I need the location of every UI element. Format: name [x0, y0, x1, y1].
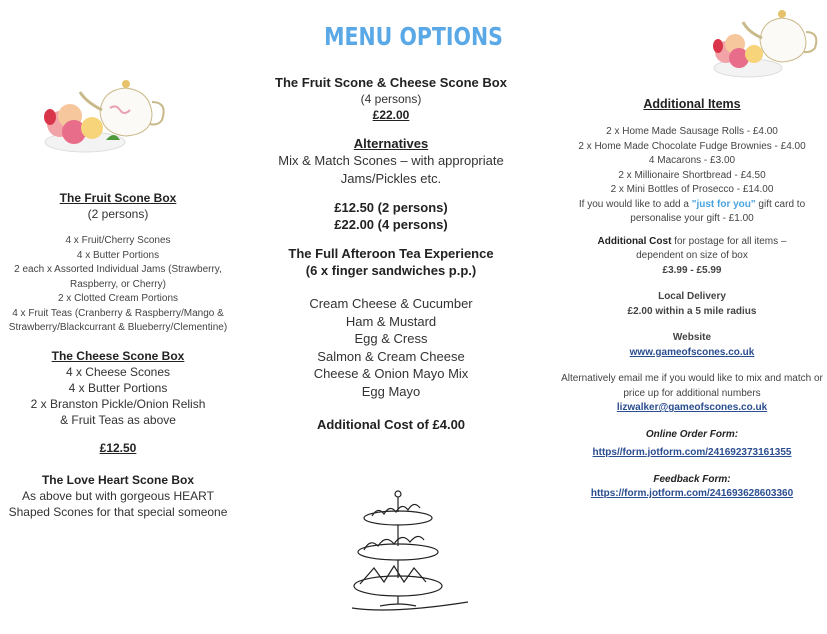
fruit-box-item: 2 x Clotted Cream Portions: [57, 293, 179, 304]
cheese-box-heading: The Cheese Scone Box: [51, 348, 185, 363]
cheese-box-item: 4 x Cheese Scones: [65, 364, 171, 379]
teapot-macarons-illustration-left: [40, 72, 180, 162]
column-left: [0, 190, 236, 520]
combo-heading: The Fruit Scone & Cheese Scone Box: [275, 75, 507, 90]
fruit-box-heading: The Fruit Scone Box: [59, 191, 177, 205]
postage-rest: for postage for all items – dependent on size of box: [636, 235, 787, 261]
additional-item: 2 x Home Made Sausage Rolls - £4.00: [606, 126, 778, 137]
sandwich-item: Cream Cheese & Cucumber: [309, 296, 473, 311]
alternatives-text: Mix & Match Scones – with appropriate Jams/Pickles etc.: [278, 153, 504, 186]
sandwich-item: Cheese & Onion Mayo Mix: [313, 366, 469, 381]
sandwich-item: Ham & Mustard: [345, 313, 437, 329]
additional-item: 2 x Home Made Chocolate Fudge Brownies - £4.00: [578, 140, 806, 152]
order-form-heading: Online Order Form:: [645, 428, 739, 440]
gift-card-text: [558, 198, 826, 227]
fruit-box-item: 4 x Fruit/Cherry Scones: [65, 235, 171, 246]
email-link[interactable]: lizwalker@gameofscones.co.uk: [616, 402, 768, 413]
postage-price: £3.99 - £5.99: [662, 264, 722, 276]
cake-stand-sketch: [350, 488, 470, 613]
left-price: £12.50: [99, 440, 137, 455]
website-heading: Website: [672, 332, 712, 343]
gift-highlight: "just for you": [691, 198, 756, 210]
postage-text: [558, 235, 826, 264]
cheese-box-item: 2 x Branston Pickle/Onion Relish: [30, 396, 206, 411]
additional-item: 4 Macarons - £3.00: [648, 155, 736, 166]
gift-pre: If you would like to add a: [578, 198, 692, 210]
gift-post: gift card to personalise your gift - £1.00: [630, 198, 806, 224]
additional-item: 2 x Millionaire Shortbread - £4.50: [618, 169, 766, 181]
sandwich-item: Egg Mayo: [361, 383, 421, 399]
alt-price-2: £12.50 (2 persons): [334, 200, 448, 215]
fruit-box-persons: (2 persons): [87, 207, 149, 221]
teapot-macarons-illustration-right: [710, 6, 825, 86]
tea-subheading: (6 x finger sandwiches p.p.): [305, 263, 477, 278]
combo-persons: (4 persons): [360, 92, 422, 106]
love-heart-text: As above but with gorgeous HEART Shaped Scones for that special someone: [8, 488, 228, 519]
column-middle: [258, 74, 524, 433]
fruit-box-item: 2 each x Assorted Individual Jams (Strawberry, Raspberry, or Cherry): [14, 264, 222, 290]
delivery-heading: Local Delivery: [658, 291, 726, 302]
alternatives-heading: Alternatives: [353, 136, 429, 151]
sandwich-item: Salmon & Cream Cheese: [317, 348, 465, 364]
additional-items-heading: Additional Items: [643, 97, 741, 111]
website-link[interactable]: www.gameofscones.co.uk: [629, 346, 755, 358]
feedback-form-heading: Feedback Form:: [653, 473, 731, 485]
additional-cost: Additional Cost of £4.00: [316, 417, 466, 432]
feedback-form-link[interactable]: https://form.jotform.com/241693628603360: [590, 488, 794, 499]
additional-item: 2 x Mini Bottles of Prosecco - £14.00: [610, 184, 774, 195]
email-text: Alternatively email me if you would like to mix and match or price up for additional numbers: [561, 373, 823, 399]
alt-price-4: £22.00 (4 persons): [334, 217, 448, 232]
cheese-box-item: 4 x Butter Portions: [68, 380, 168, 395]
combo-price: £22.00: [372, 108, 410, 122]
sandwich-item: Egg & Cress: [354, 331, 428, 346]
order-form-link[interactable]: https//form.jotform.com/241692373161355: [592, 447, 792, 458]
tea-heading: The Full Afteroon Tea Experience: [288, 246, 494, 261]
cheese-box-item: & Fruit Teas as above: [60, 412, 176, 427]
page-title: MENU OPTIONS: [324, 22, 503, 51]
fruit-box-item: 4 x Butter Portions: [76, 249, 160, 261]
love-heart-heading: The Love Heart Scone Box: [41, 472, 195, 487]
delivery-text: £2.00 within a 5 mile radius: [627, 305, 757, 317]
postage-bold: Additional Cost: [597, 235, 672, 247]
fruit-box-item: 4 x Fruit Teas (Cranberry & Raspberry/Mango & Strawberry/Blackcurrant & Blueberry/Clementine): [8, 307, 228, 333]
column-right: [558, 96, 826, 502]
